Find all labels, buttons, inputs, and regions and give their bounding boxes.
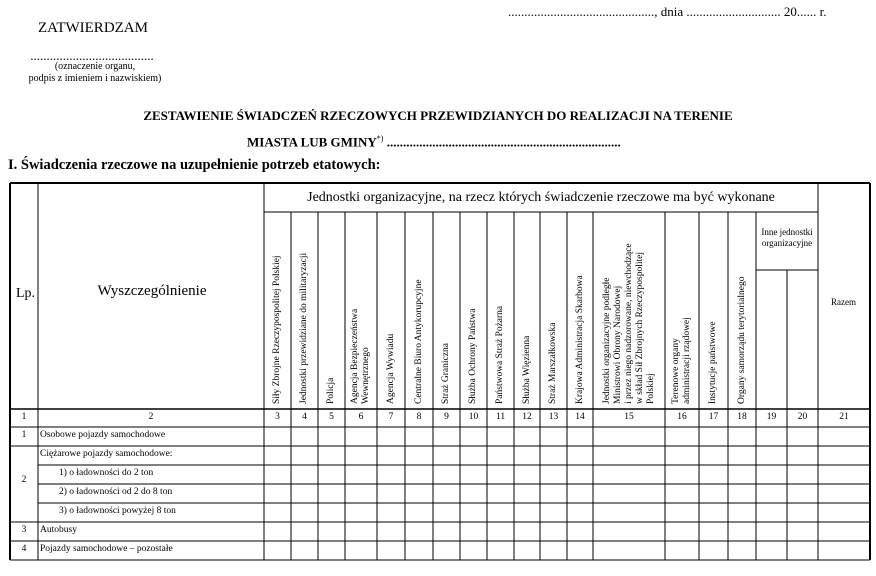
unit-column-label-line: Centralne Biuro Antykorupcyjne — [413, 279, 424, 404]
unit-column-label-line: Straż Graniczna — [441, 343, 451, 404]
column-number: 21 — [839, 412, 849, 422]
column-number: 7 — [388, 412, 394, 422]
column-number: 2 — [148, 412, 154, 422]
column-number: 11 — [495, 412, 506, 422]
units-header: Jednostki organizacyjne, na rzecz których świadczenie rzeczowe ma być wykonane — [307, 190, 775, 205]
column-number: 19 — [766, 412, 777, 422]
row-label: 2) o ładowności od 2 do 8 ton — [59, 487, 173, 497]
row-label: Osobowe pojazdy samochodowe — [40, 430, 166, 440]
unit-column-label — [737, 276, 876, 404]
total-header: Razem — [831, 297, 856, 307]
column-number: 9 — [444, 412, 449, 422]
row-label: 3) o ładowności powyżej 8 ton — [59, 506, 176, 516]
unit-column-label-line: Państwowa Straż Pożarna — [495, 305, 505, 404]
approve-dots: ...................................... — [30, 48, 154, 63]
column-number: 8 — [416, 412, 422, 422]
unit-column-label-line: Siły Zbrojne Rzeczypospolitej Polskiej — [272, 255, 282, 404]
row-label: 1) o ładowności do 2 ton — [59, 468, 154, 478]
date-line: ............................................., dnia ............................. 20...... r. — [508, 4, 827, 19]
unit-column-label-line: Terenowe organy — [671, 338, 681, 404]
column-number: 14 — [575, 412, 585, 422]
unit-column-label-line: Ministrowi Obrony Narodowej — [612, 285, 623, 404]
unit-column-label-line: i przez niego nadzorowane, niewchodzące — [623, 243, 634, 404]
unit-column-label-line: Wewnętrznego — [361, 347, 371, 404]
column-number: 13 — [548, 412, 559, 422]
column-number: 15 — [624, 412, 634, 422]
unit-column-label-line: Jednostki przewidziane do militaryzacji — [299, 252, 309, 404]
unit-column-label-line: Agencja Bezpieczeństwa — [350, 308, 360, 404]
unit-column-label-line: Służba Więzienna — [521, 335, 532, 404]
row-label: Pojazdy samochodowe – pozostałe — [40, 544, 173, 554]
organ-note-line-2: podpis z imieniem i nazwiskiem) — [28, 73, 162, 84]
title-city-label: MIASTA LUB GMINY — [247, 134, 377, 150]
unit-column-label-line: Polskiej — [645, 373, 656, 404]
column-number: 1 — [21, 412, 27, 422]
unit-column-label-line: administracji rządowej — [682, 317, 692, 404]
organ-note-line-1: (oznaczenie organu, — [54, 61, 136, 72]
unit-column-label-line: w skład Sił Zbrojnych Rzeczypospolitej — [634, 252, 645, 404]
row-label: Autobusy — [40, 525, 77, 535]
section-title: I. Świadczenia rzeczowe na uzupełnienie potrzeb etatowych: — [8, 157, 381, 173]
row-lp: 4 — [21, 544, 27, 554]
column-number: 3 — [275, 412, 280, 422]
unit-column-label-line: Służba Ochrony Państwa — [468, 308, 478, 404]
unit-column-label-line: Instytucje państwowe — [708, 321, 718, 404]
approve-label: ZATWIERDZAM — [38, 20, 148, 36]
row-lp: 2 — [21, 475, 27, 485]
row-lp: 1 — [21, 430, 27, 440]
unit-column-label-line: Straż Marszałkowska — [548, 322, 558, 404]
column-number: 18 — [737, 412, 747, 422]
column-number: 17 — [708, 412, 719, 422]
column-number: 16 — [677, 412, 687, 422]
column-number: 20 — [797, 412, 808, 422]
unit-column-label-line: Agencja Wywiadu — [385, 333, 396, 404]
unit-column-label-line: Organy samorządu terytorialnego — [736, 276, 747, 404]
document-title-line-1: ZESTAWIENIE ŚWIADCZEŃ RZECZOWYCH PRZEWIDZIANYCH DO REALIZACJI NA TERENIE — [143, 108, 733, 123]
lp-header: Lp. — [16, 286, 36, 301]
unit-column-label-line: Jednostki organizacyjne podległe — [601, 277, 612, 404]
column-number: 5 — [329, 412, 334, 422]
column-number: 6 — [358, 412, 364, 422]
column-number: 4 — [302, 412, 307, 422]
column-number: 12 — [522, 412, 532, 422]
row-label: Ciężarowe pojazdy samochodowe: — [40, 449, 173, 459]
footnote-mark: *) — [376, 134, 384, 143]
title-dots: ........................................................................ — [383, 134, 621, 150]
unit-column-label-line: Policja — [326, 377, 336, 404]
column-number: 10 — [468, 412, 479, 422]
other-units-header: Inne jednostki organizacyjne — [761, 227, 813, 248]
row-lp: 3 — [21, 525, 27, 535]
item-header: Wyszczególnienie — [97, 283, 207, 299]
unit-column-label-line: Krajowa Administracja Skarbowa — [574, 275, 585, 404]
